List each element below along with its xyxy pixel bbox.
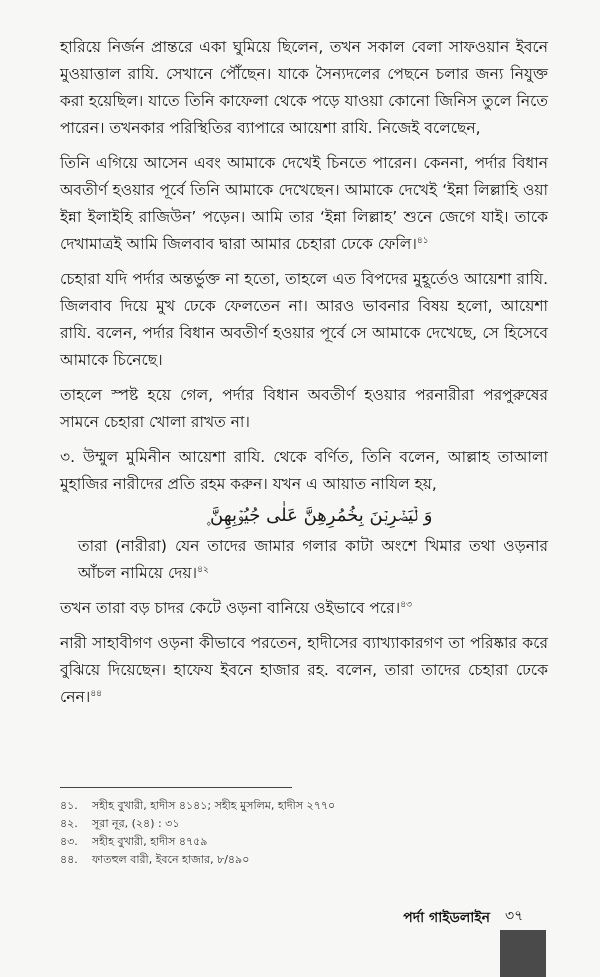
- paragraph-6-text: তারা (নারীরা) যেন তাদের জামার গলার কাটা অংশে খিমার তথা ওড়নার আঁচল নামিয়ে দেয়।: [78, 537, 548, 582]
- page-footer: [0, 900, 600, 977]
- paragraph-3-text: চেহারা যদি পর্দার অন্তর্ভুক্ত না হতো, তাহলে এত বিপদের মুহূর্তেও আয়েশা রাযি. জিলবাব দিয়ে মুখ ঢেকে ফেলতেন না। আরও ভাবনার বিষয় হলো, আয়েশা রাযি. বলেন, পর্দার বিধান অবতীর্ণ হওয়ার পূর্বে সে আমাকে দেখেছে, সে হিসেবে আমাকে চিনেছে।: [60, 270, 548, 369]
- footnote-number: ৪২.: [60, 817, 78, 830]
- footnote-ref-44: ৪৪: [90, 688, 103, 699]
- footnote-number: ৪৪.: [60, 853, 78, 866]
- footnote-item: [60, 815, 540, 833]
- footnote-number: ৪১.: [60, 799, 78, 812]
- quran-verse-arabic: وَ لۡیَضۡرِبۡنَ بِخُمُرِهِنَّ عَلٰی جُیُوۡبِهِنَّ ۪: [205, 505, 433, 526]
- footnote-number: ৪৩.: [60, 835, 78, 848]
- paragraph-3: [60, 266, 548, 374]
- footnote-item: [60, 797, 540, 815]
- running-footer-title: পর্দা গাইডলাইন: [403, 910, 490, 926]
- paragraph-7: [60, 595, 548, 622]
- footnote-divider: [60, 787, 292, 788]
- paragraph-2-text: তিনি এগিয়ে আসেন এবং আমাকে দেখেই চিনতে পারেন। কেননা, পর্দার বিধান অবতীর্ণ হওয়ার পূর্বে তিনি আমাকে দেখেছেন। আমাকে দেখেই ‘ইন্না লিল্লাহি ওয়া ইন্না ইলাইহি রাজিউন’ পড়েন। আমি তার ‘ইন্না লিল্লাহ’ শুনে জেগে যাই। তাকে দেখামাত্রই আমি জিলবাব দ্বারা আমার চেহারা ঢেকে ফেলি।: [60, 154, 548, 253]
- footnote-ref-43: ৪৩: [400, 599, 412, 610]
- page-number: ৩৭: [505, 908, 524, 924]
- paragraph-8-text: নারী সাহাবীগণ ওড়না কীভাবে পরতেন, হাদীসের ব্যাখ্যাকারগণ তা পরিষ্কার করে বুঝিয়ে দিয়েছেন। হাফেয ইবনে হাজার রহ. বলেন, তারা তাদের চেহারা ঢেকে নেন।: [60, 634, 548, 706]
- paragraph-7-text: তখন তারা বড় চাদর কেটে ওড়না বানিয়ে ওইভাবে পরে।: [60, 599, 401, 617]
- footnote-item: [60, 851, 540, 869]
- paragraph-4: [60, 382, 548, 436]
- footnote-text: সহীহ বুখারী, হাদীস ৪১৪১; সহীহ মুসলিম, হাদীস ২৭৭০: [92, 799, 336, 812]
- paragraph-2: [60, 150, 548, 258]
- footnote-text: ফাতহুল বারী, ইবনে হাজার, ৮/৪৯০: [92, 853, 250, 866]
- footnote-ref-42: ৪২: [197, 564, 209, 575]
- paragraph-1: [60, 34, 548, 142]
- main-text: [60, 34, 548, 719]
- paragraph-6: [60, 533, 548, 587]
- paragraph-5-text: ৩. উম্মুল মুমিনীন আয়েশা রাযি. থেকে বর্ণিত, তিনি বলেন, আল্লাহ তাআলা মুহাজির নারীদের প্রতি রহম করুন। যখন এ আয়াত নাযিল হয়,: [60, 448, 548, 493]
- paragraph-5: [60, 444, 548, 498]
- footnotes: [60, 797, 540, 869]
- paragraph-4-text: তাহলে স্পষ্ট হয়ে গেল, পর্দার বিধান অবতীর্ণ হওয়ার পরনারীরা পরপুরুষের সামনে চেহারা খোলা রাখত না।: [60, 386, 548, 431]
- paragraph-1-text: হারিয়ে নির্জন প্রান্তরে একা ঘুমিয়ে ছিলেন, তখন সকাল বেলা সাফওয়ান ইবনে মুওয়াত্তাল রাযি. সেখানে পৌঁছেন। যাকে সৈন্যদলের পেছনে চলার জন্য নিযুক্ত করা হয়েছিল। যাতে তিনি কাফেলা থেকে পড়ে যাওয়া কোনো জিনিস তুলে নিতে পারেন। তখনকার পরিস্থিতির ব্যাপারে আয়েশা রাযি. নিজেই বলেছেন,: [60, 38, 548, 137]
- page-edge-marker: [500, 930, 546, 977]
- footnote-text: সূরা নূর, (২৪) : ৩১: [92, 817, 180, 830]
- paragraph-8: [60, 630, 548, 711]
- footnote-text: সহীহ বুখারী, হাদীস ৪৭৫৯: [92, 835, 208, 848]
- footnote-ref-41: ৪১: [416, 235, 429, 246]
- footnote-item: [60, 833, 540, 851]
